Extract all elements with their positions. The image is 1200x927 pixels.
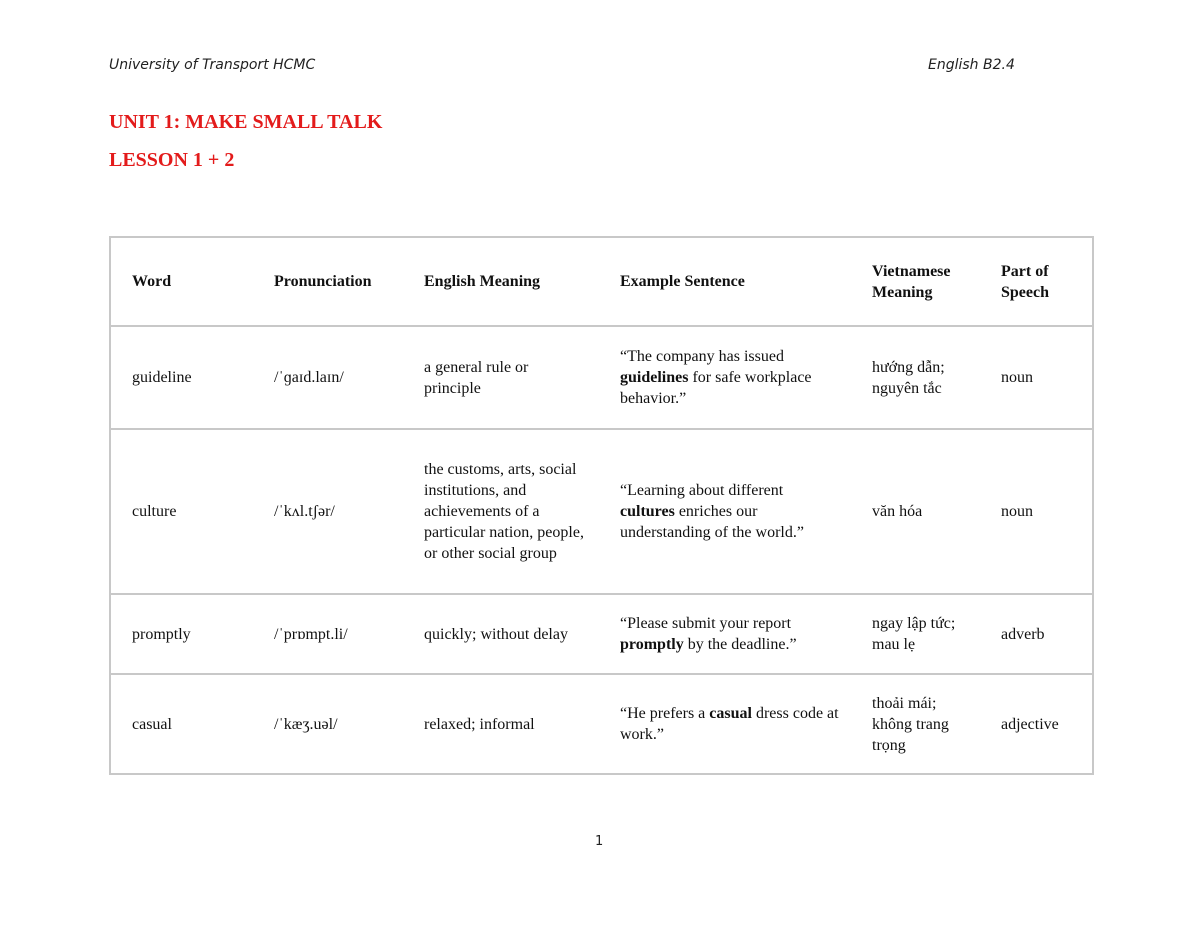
pronunciation-cell: /ˈkæʒ.uəl/ [253,674,403,774]
example-sentence-cell [599,674,851,774]
example-keyword: cultures [620,503,675,520]
example-keyword: guidelines [620,369,689,386]
column-header-word: Word [110,237,253,326]
pronunciation-cell: /ˈɡaɪd.laɪn/ [253,326,403,429]
running-header-right: English B2.4 [928,57,1015,73]
example-keyword: promptly [620,636,684,653]
word-cell: promptly [110,594,253,674]
table-row [110,326,1093,429]
example-sentence-cell [599,594,851,674]
example-sentence-cell [599,326,851,429]
example-text: “Please submit your report [620,615,792,632]
vietnamese-meaning-cell: thoải mái; không trang trọng [851,674,980,774]
example-text: dress code at work.” [620,705,839,743]
unit-title: UNIT 1: MAKE SMALL TALK [109,111,383,133]
table-row [110,429,1093,594]
column-header-english-meaning: English Meaning [403,237,599,326]
english-meaning-cell: relaxed; informal [403,674,599,774]
word-cell: casual [110,674,253,774]
part-of-speech-cell: noun [980,326,1093,429]
word-cell: guideline [110,326,253,429]
word-cell: culture [110,429,253,594]
lesson-title: LESSON 1 + 2 [109,149,235,171]
english-meaning-cell: a general rule or principle [403,326,599,429]
example-text: enriches our understanding of the world.” [620,503,804,541]
column-header-pronunciation: Pronunciation [253,237,403,326]
example-text: “Learning about different [620,482,784,499]
part-of-speech-cell: adverb [980,594,1093,674]
example-text: for safe workplace behavior.” [620,369,812,407]
pronunciation-cell: /ˈkʌl.tʃər/ [253,429,403,594]
vietnamese-meaning-cell: ngay lập tức; mau lẹ [851,594,980,674]
vocabulary-table [109,236,1094,775]
example-sentence-cell [599,429,851,594]
table-header-row [110,237,1093,326]
pronunciation-cell: /ˈprɒmpt.li/ [253,594,403,674]
table-row [110,674,1093,774]
part-of-speech-cell: adjective [980,674,1093,774]
column-header-vietnamese-meaning: Vietnamese Meaning [851,237,980,326]
part-of-speech-cell: noun [980,429,1093,594]
column-header-example-sentence: Example Sentence [599,237,851,326]
vietnamese-meaning-cell: văn hóa [851,429,980,594]
example-keyword: casual [709,705,752,722]
column-header-part-of-speech: Part of Speech [980,237,1093,326]
vietnamese-meaning-cell: hướng dẫn; nguyên tắc [851,326,980,429]
table-row [110,594,1093,674]
example-text: by the deadline.” [683,636,797,653]
english-meaning-cell: the customs, arts, social institutions, and achievements of a particular nation, people, or other social group [403,429,599,594]
page-number: 1 [595,834,604,849]
english-meaning-cell: quickly; without delay [403,594,599,674]
example-text: “He prefers a [620,705,710,722]
running-header-left: University of Transport HCMC [109,57,316,73]
example-text: “The company has issued [620,348,784,365]
